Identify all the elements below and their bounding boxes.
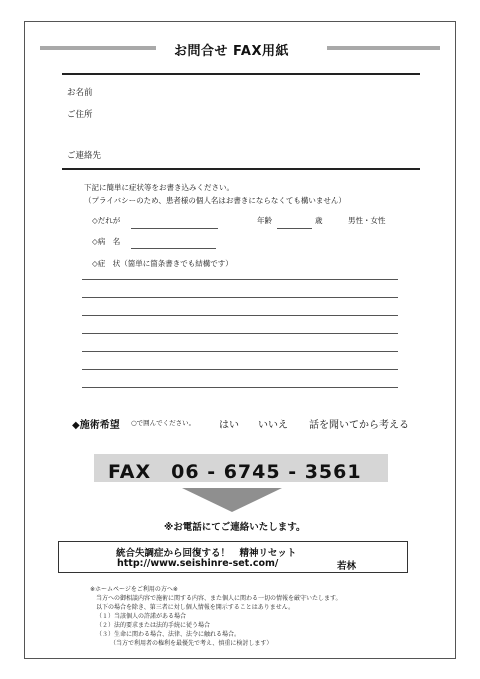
fax-number: FAX 06 - 6745 - 3561	[108, 461, 362, 483]
treatment-option-consider[interactable]: 話を聞いてから考える	[309, 420, 409, 431]
privacy-text: 当方への御相談内容で施術に関する内容、また個人に関わる一切の情報を厳守いたします。	[96, 595, 342, 602]
intro-line2: （プライバシーのため、患者様の個人名はお書きにならなくても構いません）	[84, 196, 346, 205]
disease-label: ◇病 名	[92, 237, 121, 246]
age-label: 年齢	[257, 216, 272, 225]
gender-options[interactable]: 男性・女性	[348, 216, 386, 225]
header-bar-right	[327, 46, 440, 50]
contact-bottom-rule	[62, 168, 420, 170]
symptom-line[interactable]	[82, 333, 398, 334]
symptom-line[interactable]	[82, 315, 398, 316]
privacy-item: （３）生命に関わる場合、法律、法令に触れる場合。	[96, 631, 241, 638]
treatment-label: ◆施術希望	[72, 420, 120, 431]
contact-top-rule	[62, 73, 420, 75]
info-url[interactable]: http://www.seishinre-set.com/	[117, 558, 279, 569]
symptom-line[interactable]	[82, 369, 398, 370]
symptom-line[interactable]	[82, 351, 398, 352]
down-arrow-icon	[182, 488, 282, 512]
privacy-item: （１）当該個人の許諾がある場合	[96, 613, 187, 620]
treatment-option-yes[interactable]: はい	[219, 420, 239, 431]
name-label: お名前	[67, 88, 93, 98]
phone-note: ※お電話にてご連絡いたします。	[164, 522, 306, 533]
privacy-item: （２）法的要求または法的手続に従う場合	[96, 622, 211, 629]
header-bar-left	[40, 46, 156, 50]
treatment-hint: ○で囲んでください。	[131, 419, 196, 427]
privacy-note: （当方で利用者の権利を最優先で考え、慎重に検討します）	[110, 640, 273, 647]
symptom-label: ◇症 状（箇単に箇条書きでも結構です）	[92, 259, 233, 268]
info-title: 統合失調症から回復する！ 精神リセット	[116, 548, 297, 559]
age-input-line[interactable]	[277, 228, 312, 229]
age-unit: 歳	[315, 216, 323, 225]
address-label: ご住所	[67, 110, 93, 120]
phone-label: ご連絡先	[67, 151, 102, 161]
privacy-heading: ※ホームページをご利用の方へ※	[90, 586, 178, 593]
info-person: 若林	[337, 561, 357, 572]
who-label: ◇だれが	[92, 216, 121, 225]
treatment-option-no[interactable]: いいえ	[258, 420, 288, 431]
symptom-line[interactable]	[82, 297, 398, 298]
symptom-line[interactable]	[82, 279, 398, 280]
intro-line1: 下記に簡単に症状等をお書き込みください。	[84, 183, 234, 192]
disease-input-line[interactable]	[131, 248, 216, 249]
privacy-text: 以下の場合を除き、第三者に対し個人情報を開示することはありません。	[96, 604, 295, 611]
symptom-line[interactable]	[82, 387, 398, 388]
page-title: お問合せ FAX用紙	[174, 44, 289, 59]
who-input-line[interactable]	[131, 228, 218, 229]
